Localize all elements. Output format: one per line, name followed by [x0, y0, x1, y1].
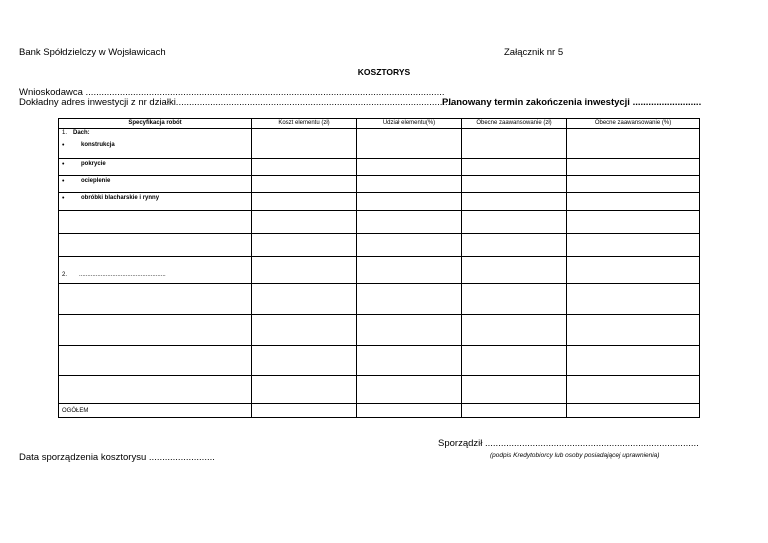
cost-table: [58, 118, 700, 418]
spec-cell[interactable]: [59, 193, 252, 211]
table-row: [59, 284, 700, 315]
table-row: [59, 234, 700, 257]
table-row: [59, 129, 700, 159]
table-cell[interactable]: [252, 257, 357, 284]
table-cell[interactable]: [567, 404, 700, 418]
table-cell[interactable]: [462, 193, 567, 211]
table-cell[interactable]: [462, 376, 567, 404]
table-cell[interactable]: [567, 376, 700, 404]
spec-cell[interactable]: [59, 257, 252, 284]
bullet-icon: •: [62, 142, 65, 149]
table-cell[interactable]: [59, 346, 252, 376]
table-cell[interactable]: [462, 257, 567, 284]
table-row: [59, 315, 700, 346]
table-cell[interactable]: [357, 346, 462, 376]
table-cell[interactable]: [567, 159, 700, 176]
table-cell[interactable]: [567, 211, 700, 234]
table-cell[interactable]: [567, 284, 700, 315]
table-cell[interactable]: [252, 284, 357, 315]
bullet-icon: •: [62, 178, 65, 185]
table-cell[interactable]: [357, 159, 462, 176]
table-cell[interactable]: [252, 129, 357, 159]
table-cell[interactable]: [357, 193, 462, 211]
table-row: [59, 376, 700, 404]
item-label: pokrycie: [81, 161, 106, 167]
table-cell[interactable]: [59, 284, 252, 315]
table-cell[interactable]: [357, 284, 462, 315]
table-cell[interactable]: [462, 346, 567, 376]
table-cell[interactable]: [462, 315, 567, 346]
bullet-icon: •: [62, 161, 65, 168]
table-cell[interactable]: [567, 193, 700, 211]
table-cell[interactable]: [252, 193, 357, 211]
bullet-icon: •: [62, 195, 65, 202]
table-cell[interactable]: [252, 346, 357, 376]
table-row: [59, 211, 700, 234]
table-cell[interactable]: [567, 129, 700, 159]
date-field[interactable]: Data sporządzenia kosztorysu .........................: [19, 452, 215, 463]
table-cell[interactable]: [252, 211, 357, 234]
section-number: 1.: [62, 130, 68, 136]
table-cell[interactable]: [59, 376, 252, 404]
table-cell[interactable]: [357, 129, 462, 159]
table-cell[interactable]: [357, 211, 462, 234]
attachment-number: Załącznik nr 5: [504, 47, 564, 58]
prepared-by-field[interactable]: Sporządził .................................................................................: [438, 438, 699, 449]
total-label: OGÓŁEM: [59, 404, 252, 418]
table-row: [59, 176, 700, 193]
table-cell[interactable]: [462, 284, 567, 315]
table-cell[interactable]: [567, 315, 700, 346]
col-header-share: Udział elementu(%): [357, 119, 462, 129]
table-cell[interactable]: [567, 257, 700, 284]
bank-name: Bank Spółdzielczy w Wojsławicach: [19, 47, 166, 58]
item-label: konstrukcja: [81, 142, 115, 148]
table-cell[interactable]: [462, 404, 567, 418]
table-cell[interactable]: [567, 346, 700, 376]
table-cell[interactable]: [567, 234, 700, 257]
table-row: [59, 193, 700, 211]
document-title: KOSZTORYS: [357, 67, 411, 77]
total-row: [59, 404, 700, 418]
table-cell[interactable]: [462, 176, 567, 193]
table-cell[interactable]: [357, 315, 462, 346]
table-row: [59, 159, 700, 176]
table-cell[interactable]: [357, 404, 462, 418]
table-cell[interactable]: [357, 376, 462, 404]
table-cell[interactable]: [252, 376, 357, 404]
section-number: 2.: [62, 272, 68, 278]
table-cell[interactable]: [252, 404, 357, 418]
spec-cell[interactable]: [59, 159, 252, 176]
item-label: ocieplenie: [81, 178, 111, 184]
table-cell[interactable]: [462, 129, 567, 159]
table-cell[interactable]: [59, 234, 252, 257]
applicant-field[interactable]: Wnioskodawca ........................................................................................................................................: [19, 87, 445, 98]
table-cell[interactable]: [252, 234, 357, 257]
table-cell[interactable]: [252, 315, 357, 346]
planned-end-field[interactable]: Planowany termin zakończenia inwestycji ..........................: [442, 97, 702, 108]
table-cell[interactable]: [357, 257, 462, 284]
table-cell[interactable]: [59, 315, 252, 346]
table-cell[interactable]: [462, 159, 567, 176]
table-cell[interactable]: [567, 176, 700, 193]
col-header-progress-pln: Obecne zaawansowanie (zł): [462, 119, 567, 129]
item-label: obróbki blacharskie i rynny: [81, 195, 160, 201]
table-cell[interactable]: [462, 234, 567, 257]
spec-cell[interactable]: [59, 176, 252, 193]
table-cell[interactable]: [357, 176, 462, 193]
table-cell[interactable]: [462, 211, 567, 234]
spec-cell[interactable]: [59, 129, 252, 159]
table-cell[interactable]: [252, 176, 357, 193]
table-cell[interactable]: [357, 234, 462, 257]
table-row: [59, 346, 700, 376]
col-header-spec: Specyfikacja robót: [59, 119, 252, 129]
col-header-progress-pct: Obecne zaawansowanie (%): [567, 119, 700, 129]
section-label: ....................................................: [79, 272, 166, 278]
section-label: Dach:: [73, 130, 90, 136]
table-cell[interactable]: [59, 211, 252, 234]
table-header-row: [59, 119, 700, 129]
signature-note: (podpis Kredytobiorcy lub osoby posiadającej uprawnienia): [490, 452, 660, 459]
address-field[interactable]: Dokładny adres inwestycji z nr działki.........................................................................................................: [19, 97, 453, 108]
table-cell[interactable]: [252, 159, 357, 176]
table-row: [59, 257, 700, 284]
col-header-cost: Koszt elementu (zł): [252, 119, 357, 129]
